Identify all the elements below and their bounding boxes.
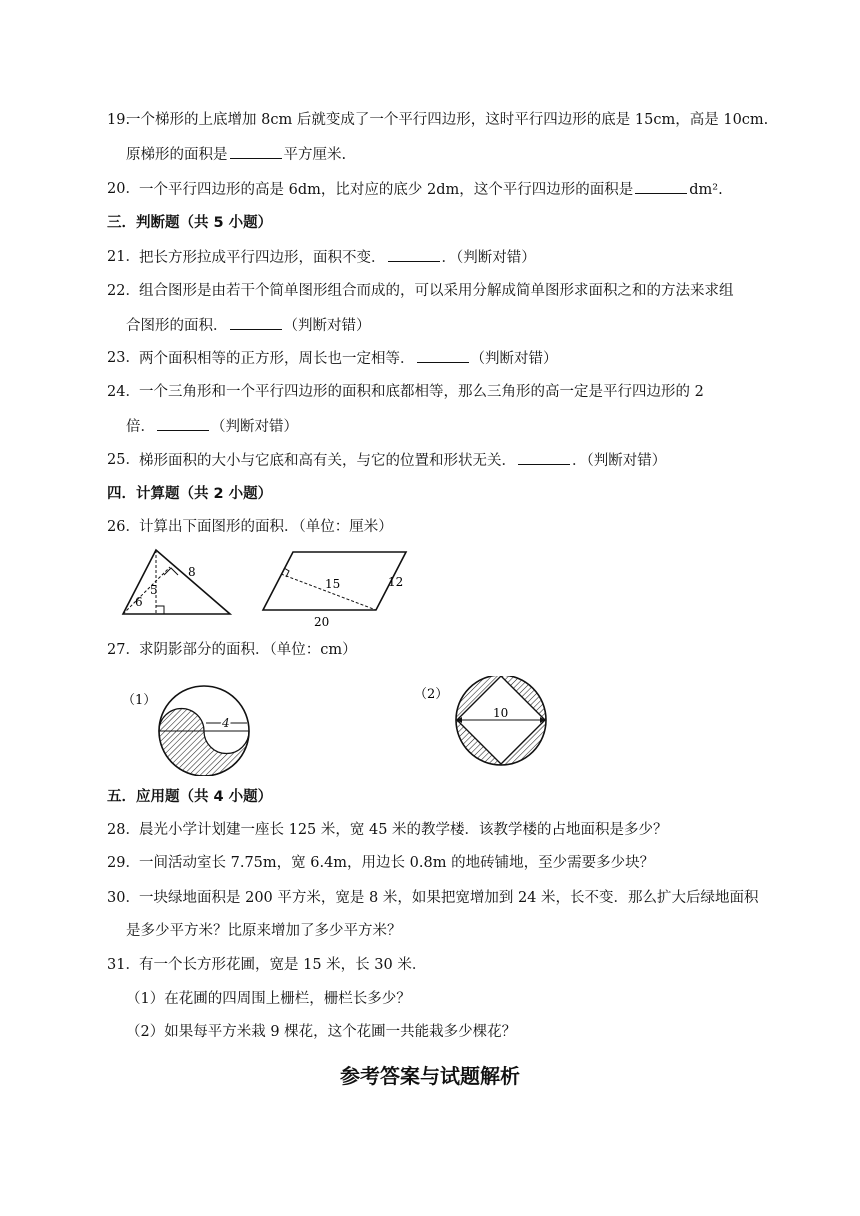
answer-blank[interactable] bbox=[635, 179, 687, 194]
triangle-label-8: 8 bbox=[188, 565, 196, 579]
parallelogram-label-20: 20 bbox=[314, 615, 330, 629]
question-number: 21． bbox=[107, 249, 140, 265]
question-text: ．（判断对错） bbox=[572, 453, 667, 469]
question-text: 一个平行四边形的高是 6dm，比对应的底少 2dm，这个平行四边形的面积是 bbox=[139, 182, 634, 198]
question-text: 是多少平方米？比原来增加了多少平方米？ bbox=[126, 923, 402, 939]
dimension-label-10: 10 bbox=[493, 706, 509, 720]
parallelogram-label-12: 12 bbox=[388, 575, 404, 589]
figure-label-1: （1） bbox=[122, 693, 157, 708]
question-text: 组合图形是由若干个简单图形组合而成的，可以采用分解成简单图形求面积之和的方法来求组 bbox=[139, 283, 734, 299]
question-text: 梯形面积的大小与它底和高有关，与它的位置和形状无关． bbox=[139, 453, 516, 469]
question-text: 一间活动室长 7.75m，宽 6.4m，用边长 0.8m 的地砖铺地，至少需要多少块？ bbox=[139, 855, 655, 871]
question-text: 有一个长方形花圃，宽是 15 米，长 30 米． bbox=[139, 957, 427, 973]
question-text: 平方厘米. bbox=[283, 147, 347, 163]
section-heading: 四．计算题（共 2 小题） bbox=[107, 486, 273, 502]
figure-label-2: （2） bbox=[414, 687, 449, 702]
question-number: 27． bbox=[107, 642, 140, 658]
question-text: （判断对错） bbox=[470, 351, 558, 367]
question-text: 计算出下面图形的面积．（单位：厘米） bbox=[139, 519, 393, 535]
answer-section-title: 参考答案与试题解析 bbox=[340, 1064, 520, 1088]
triangle-height-2 bbox=[123, 567, 170, 614]
answer-blank[interactable] bbox=[230, 315, 282, 330]
question-number: 22． bbox=[107, 283, 140, 299]
question-number: 23． bbox=[107, 350, 140, 366]
question-text: ．（判断对错） bbox=[441, 250, 536, 266]
figure-27 bbox=[118, 676, 568, 776]
figure-26 bbox=[118, 544, 418, 634]
question-text: （1）在花圃的四周围上栅栏，栅栏长多少？ bbox=[126, 991, 411, 1007]
question-text: dm². bbox=[689, 182, 723, 198]
parallelogram-label-15: 15 bbox=[325, 577, 341, 591]
question-text: 原梯形的面积是 bbox=[126, 147, 228, 163]
answer-blank[interactable] bbox=[230, 144, 282, 159]
question-number: 29． bbox=[107, 855, 140, 871]
answer-blank[interactable] bbox=[388, 247, 440, 262]
question-number: 26． bbox=[107, 519, 140, 535]
question-text: （判断对错） bbox=[283, 318, 371, 334]
answer-blank[interactable] bbox=[518, 450, 570, 465]
dimension-label-4: 4 bbox=[222, 716, 230, 730]
question-text: 两个面积相等的正方形，周长也一定相等． bbox=[139, 351, 415, 367]
section-heading: 三．判断题（共 5 小题） bbox=[107, 215, 273, 231]
question-number: 28． bbox=[107, 822, 140, 838]
question-number: 20． bbox=[107, 181, 140, 197]
question-text: 把长方形拉成平行四边形，面积不变． bbox=[139, 250, 386, 266]
question-text: （2）如果每平方米栽 9 棵花，这个花圃一共能栽多少棵花？ bbox=[126, 1024, 517, 1040]
answer-blank[interactable] bbox=[157, 416, 209, 431]
question-text: 倍． bbox=[126, 419, 155, 435]
section-heading: 五．应用题（共 4 小题） bbox=[107, 789, 273, 805]
question-number: 25． bbox=[107, 452, 140, 468]
question-number: 30． bbox=[107, 890, 140, 906]
question-number: 31． bbox=[107, 957, 140, 973]
question-text: 一个三角形和一个平行四边形的面积和底都相等，那么三角形的高一定是平行四边形的 2 bbox=[139, 384, 704, 400]
question-number: 19. bbox=[107, 112, 131, 128]
question-text: 求阴影部分的面积．（单位：cm） bbox=[139, 642, 357, 658]
triangle-label-5: 5 bbox=[150, 583, 158, 597]
question-text: （判断对错） bbox=[211, 419, 298, 435]
triangle-label-6: 6 bbox=[135, 595, 143, 609]
question-number: 24． bbox=[107, 384, 140, 400]
question-text: 合图形的面积． bbox=[126, 318, 228, 334]
question-text: 晨光小学计划建一座长 125 米，宽 45 米的教学楼．该教学楼的占地面积是多少？ bbox=[139, 822, 668, 838]
question-text: 一个梯形的上底增加 8cm 后就变成了一个平行四边形，这时平行四边形的底是 15cm，高是 10cm. bbox=[126, 112, 769, 128]
question-text: 一块绿地面积是 200 平方米，宽是 8 米，如果把宽增加到 24 米，长不变．那么扩大后绿地面积 bbox=[139, 890, 759, 906]
answer-blank[interactable] bbox=[417, 348, 469, 363]
